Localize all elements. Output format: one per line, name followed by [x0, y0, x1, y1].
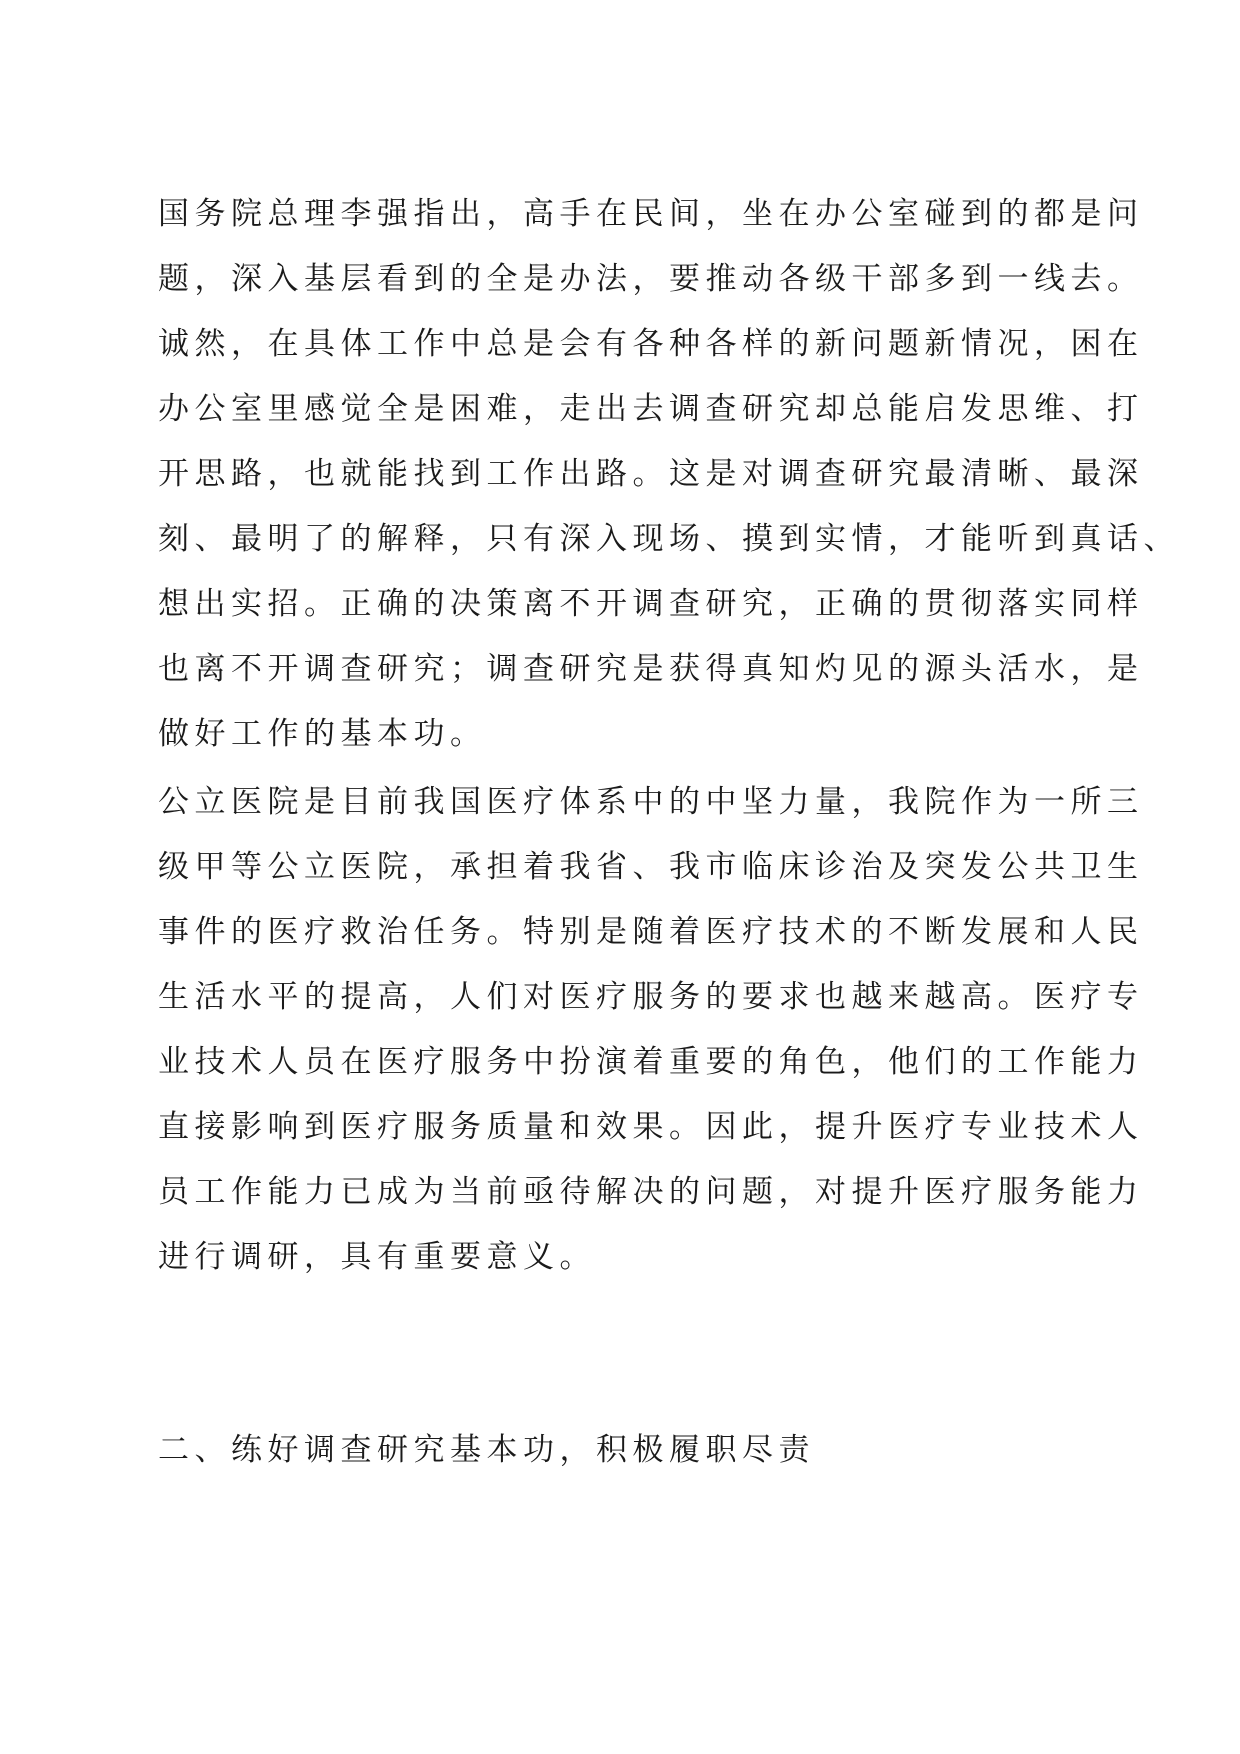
paragraph-line: 想出实招。正确的决策离不开调查研究，正确的贯彻落实同样: [158, 586, 1144, 622]
paragraph-line: 员工作能力已成为当前亟待解决的问题，对提升医疗服务能力: [158, 1174, 1144, 1210]
paragraph-line: 诚然，在具体工作中总是会有各种各样的新问题新情况，困在: [158, 326, 1144, 362]
paragraph-line: 国务院总理李强指出，高手在民间，坐在办公室碰到的都是问: [158, 196, 1144, 232]
paragraph-line: 公立医院是目前我国医疗体系中的中坚力量，我院作为一所三: [158, 784, 1144, 820]
paragraph-line: 直接影响到医疗服务质量和效果。因此，提升医疗专业技术人: [158, 1109, 1144, 1145]
paragraph-line: 开思路，也就能找到工作出路。这是对调查研究最清晰、最深: [158, 456, 1144, 492]
paragraph-line: 做好工作的基本功。: [158, 716, 487, 752]
paragraph-line: 生活水平的提高，人们对医疗服务的要求也越来越高。医疗专: [158, 979, 1144, 1015]
section-heading-text: 二、练好调查研究基本功，积极履职尽责: [158, 1432, 815, 1468]
paragraph-line: 事件的医疗救治任务。特别是随着医疗技术的不断发展和人民: [158, 914, 1144, 950]
paragraph-line: 进行调研，具有重要意义。: [158, 1239, 596, 1275]
paragraph-line: 题，深入基层看到的全是办法，要推动各级干部多到一线去。: [158, 261, 1144, 297]
paragraph-line: 办公室里感觉全是困难，走出去调查研究却总能启发思维、打: [158, 391, 1144, 427]
paragraph-line: 也离不开调查研究；调查研究是获得真知灼见的源头活水，是: [158, 651, 1144, 687]
paragraph-line: 业技术人员在医疗服务中扮演着重要的角色，他们的工作能力: [158, 1044, 1144, 1080]
paragraph-line: 刻、最明了的解释，只有深入现场、摸到实情，才能听到真话、: [158, 521, 1180, 557]
paragraph-1: [158, 182, 1180, 767]
paragraph-line: 级甲等公立医院，承担着我省、我市临床诊治及突发公共卫生: [158, 849, 1144, 885]
section-heading: [158, 1418, 1104, 1483]
paragraph-2: [158, 770, 1144, 1290]
